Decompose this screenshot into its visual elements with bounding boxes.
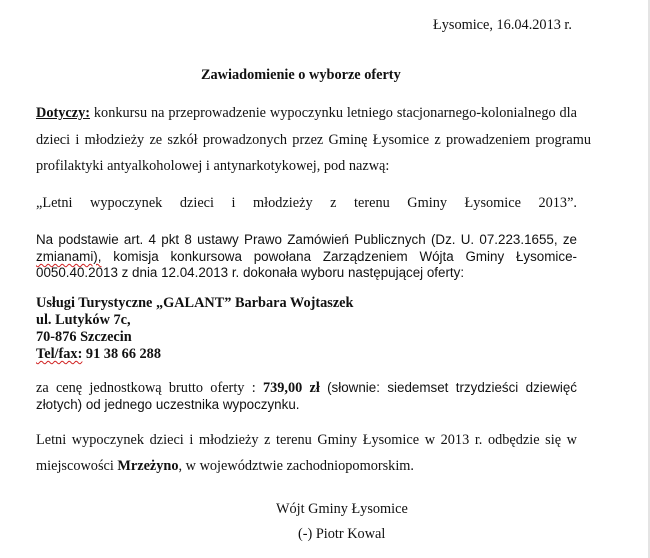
signature-role: Wójt Gminy Łysomice (276, 501, 408, 517)
subject-line-1 (36, 104, 577, 122)
subject-text-1: konkursu na przeprowadzenie wypoczynku letniego stacjonarnego-kolonialnego dla (93, 105, 577, 121)
price-line-2: złotych) od jednego uczestnika wypoczynku. (36, 397, 300, 412)
company-name: Usługi Turystyczne „GALANT” Barbara Wojtaszek (36, 295, 354, 311)
signature-name: (-) Piotr Kowal (298, 526, 386, 542)
company-street: ul. Lutyków 7c, (36, 312, 131, 328)
place-date: Łysomice, 16.04.2013 r. (433, 17, 572, 33)
subject-label: Dotyczy: (36, 105, 90, 121)
price-prefix: za cenę jednostkową brutto oferty : (36, 380, 256, 396)
location-line-2 (36, 457, 414, 475)
price-line-1 (36, 379, 577, 397)
company-city: 70-876 Szczecin (36, 329, 132, 345)
phone-label: Tel/fax: (36, 346, 83, 362)
basis-text-2: komisja konkursowa powołana Zarządzeniem Wójta Gminy Łysomice- (113, 249, 577, 264)
company-phone (36, 345, 161, 363)
phone-number: 91 38 66 288 (85, 346, 161, 362)
location-text-b: , w województwie zachodniopomorskim. (178, 458, 414, 474)
basis-line-1: Na podstawie art. 4 pkt 8 ustawy Prawo Zamówień Publicznych (Dz. U. 07.223.1655, ze (36, 232, 577, 247)
price-words: (słownie: siedemset trzydzieści dziewięć (327, 380, 578, 395)
subject-line-3: profilaktyki antyalkoholowej i antynarkotykowej, pod nazwą: (36, 158, 390, 174)
basis-line-3: 0050.40.2013 z dnia 12.04.2013 r. dokonała wyboru następującej oferty: (36, 265, 465, 280)
price-amount: 739,00 zł (262, 380, 320, 396)
location-place: Mrzeżyno (117, 458, 179, 474)
basis-word-zmianami: zmianami), (36, 249, 102, 264)
location-text-a: miejscowości (36, 458, 114, 474)
subject-line-2: dzieci i młodzieży ze szkół prowadzonych przez Gminę Łysomice z prowadzeniem programu (36, 132, 591, 148)
location-line-1: Letni wypoczynek dzieci i młodzieży z terenu Gminy Łysomice w 2013 r. odbędzie się w (36, 432, 577, 448)
document-title: Zawiadomienie o wyborze oferty (201, 67, 401, 83)
program-title: „Letni wypoczynek dzieci i młodzieży z terenu Gminy Łysomice 2013”. (36, 195, 577, 211)
